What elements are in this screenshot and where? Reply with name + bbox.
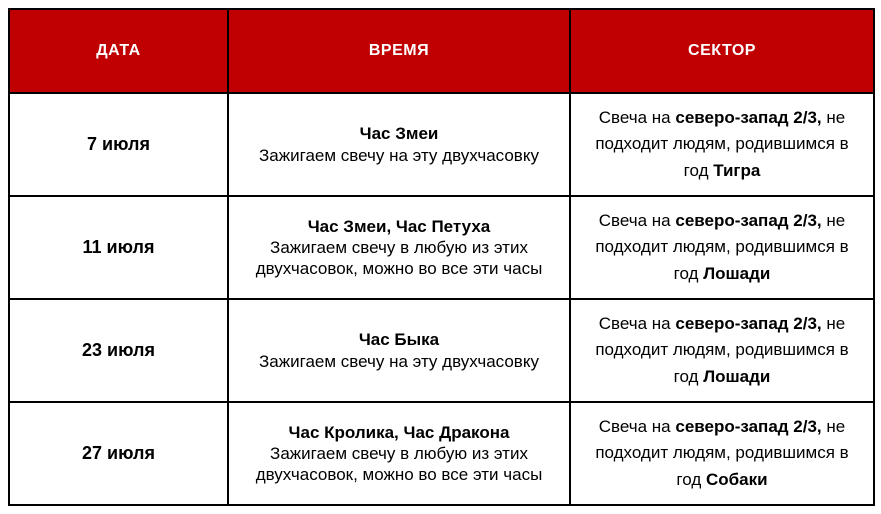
sector-line1-post: не xyxy=(821,107,846,127)
sector-text xyxy=(575,105,869,184)
sector-zodiac-bold: Тигра xyxy=(713,160,761,180)
sector-text xyxy=(575,208,869,287)
table-row xyxy=(9,299,874,402)
sector-line2: подходит людям, родившимся в xyxy=(595,443,849,463)
time-description: Зажигаем свечу на эту двухчасовку xyxy=(259,145,539,165)
time-title: Час Кролика, Час Дракона xyxy=(288,422,510,442)
sector-line1-pre: Свеча на xyxy=(598,210,676,230)
header-cell-time: ВРЕМЯ xyxy=(228,9,570,93)
time-description: Зажигаем свечу в любую из этих двухчасовок, можно во все эти часы xyxy=(255,443,543,485)
sector-cell xyxy=(570,93,874,196)
sector-line1-pre: Свеча на xyxy=(598,107,676,127)
sector-line3-pre: год xyxy=(673,366,704,386)
sector-direction-bold: северо-запад 2/3, xyxy=(675,210,822,230)
table-row xyxy=(9,196,874,299)
sector-zodiac-bold: Лошади xyxy=(703,366,771,386)
time-title: Час Быка xyxy=(358,330,440,350)
time-cell xyxy=(228,93,570,196)
sector-text xyxy=(575,414,869,493)
sector-direction-bold: северо-запад 2/3, xyxy=(675,107,822,127)
sector-line1-post: не xyxy=(821,416,846,436)
sector-line1-pre: Свеча на xyxy=(598,416,676,436)
time-title: Час Змеи, Час Петуха xyxy=(307,216,491,236)
sector-cell xyxy=(570,402,874,505)
sector-zodiac-bold: Лошади xyxy=(703,263,771,283)
sector-line3-pre: год xyxy=(676,469,706,489)
sector-zodiac-bold: Собаки xyxy=(705,469,768,489)
time-description: Зажигаем свечу в любую из этих двухчасовок, можно во все эти часы xyxy=(255,237,543,279)
date-cell: 23 июля xyxy=(9,299,228,402)
time-title: Час Змеи xyxy=(359,124,439,144)
sector-direction-bold: северо-запад 2/3, xyxy=(675,416,822,436)
sector-line1-post: не xyxy=(821,210,846,230)
time-cell xyxy=(228,299,570,402)
sector-line3-pre: год xyxy=(673,263,704,283)
sector-cell xyxy=(570,299,874,402)
time-cell xyxy=(228,196,570,299)
table-row xyxy=(9,402,874,505)
sector-line2: подходит людям, родившимся в xyxy=(595,340,849,360)
sector-line2: подходит людям, родившимся в xyxy=(595,237,849,257)
time-description: Зажигаем свечу на эту двухчасовку xyxy=(259,351,539,371)
sector-direction-bold: северо-запад 2/3, xyxy=(675,313,822,333)
candle-schedule-table xyxy=(8,8,875,506)
time-cell xyxy=(228,402,570,505)
table-header-row xyxy=(9,9,874,93)
sector-cell xyxy=(570,196,874,299)
sector-line2: подходит людям, родившимся в xyxy=(595,134,849,154)
sector-line1-post: не xyxy=(821,313,846,333)
header-cell-sector: СЕКТОР xyxy=(570,9,874,93)
date-cell: 27 июля xyxy=(9,402,228,505)
date-cell: 11 июля xyxy=(9,196,228,299)
sector-text xyxy=(575,311,869,390)
table-row xyxy=(9,93,874,196)
sector-line3-pre: год xyxy=(683,160,714,180)
sector-line1-pre: Свеча на xyxy=(598,313,676,333)
header-cell-date: ДАТА xyxy=(9,9,228,93)
date-cell: 7 июля xyxy=(9,93,228,196)
